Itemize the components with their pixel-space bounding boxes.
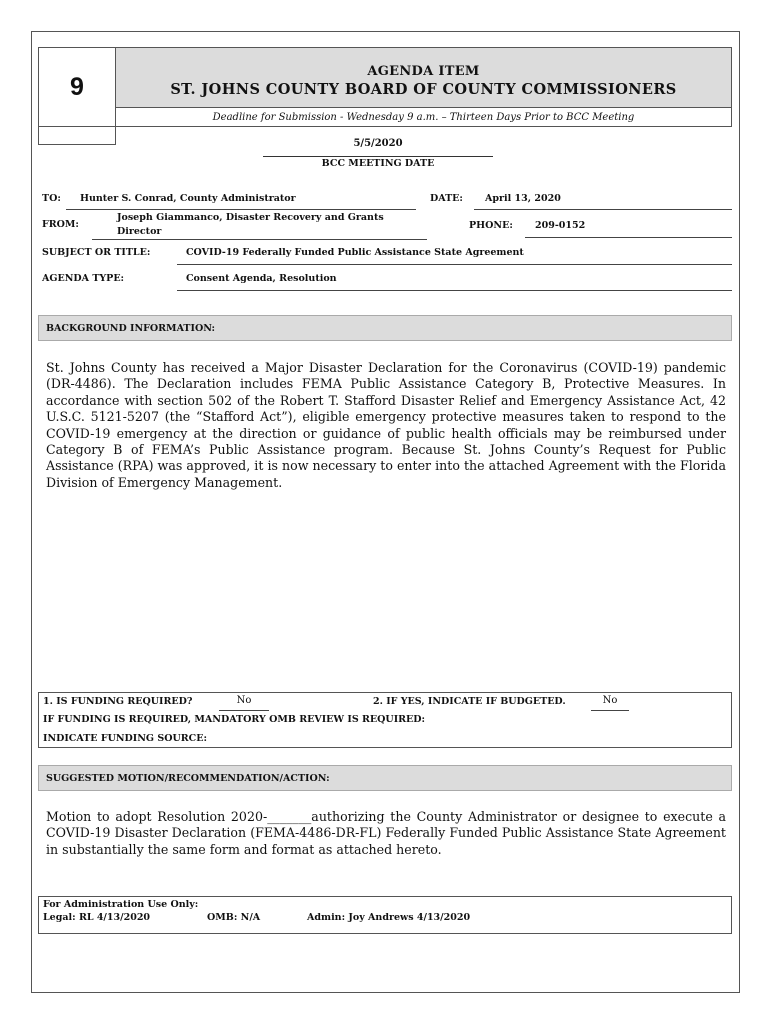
date-label: DATE: [430,193,463,204]
from-value-line2: Director [117,226,162,237]
funding-required-underline [219,710,269,711]
admin-review: Admin: Joy Andrews 4/13/2020 [307,912,471,923]
funding-required-label: 1. IS FUNDING REQUIRED? [43,696,193,707]
subject-underline [177,264,732,265]
agenda-type-label: AGENDA TYPE: [42,273,125,284]
item-number-spacer [38,126,116,145]
funding-required-value: No [236,695,252,706]
motion-heading: SUGGESTED MOTION/RECOMMENDATION/ACTION: [38,765,732,791]
phone-value: 209-0152 [535,220,586,231]
agenda-item-number: 9 [38,47,116,127]
agenda-title-box [115,47,732,108]
board-name: ST. JOHNS COUNTY BOARD OF COUNTY COMMISSIONERS [170,81,677,98]
to-label: TO: [42,193,61,204]
omb-review: OMB: N/A [207,912,261,923]
subject-value: COVID-19 Federally Funded Public Assistance State Agreement [186,247,524,258]
to-underline [66,209,416,210]
to-value: Hunter S. Conrad, County Administrator [80,193,296,204]
agenda-item-page [31,31,740,993]
meeting-date-value: 5/5/2020 [353,138,403,149]
budgeted-value: No [602,695,618,706]
submission-deadline: Deadline for Submission - Wednesday 9 a.m. – Thirteen Days Prior to BCC Meeting [115,107,732,127]
from-underline [92,239,427,240]
budgeted-underline [591,710,629,711]
phone-underline [525,237,732,238]
subject-label: SUBJECT OR TITLE: [42,247,151,258]
agenda-type-value: Consent Agenda, Resolution [186,273,337,284]
date-value: April 13, 2020 [485,193,561,204]
background-heading: BACKGROUND INFORMATION: [38,315,732,341]
meeting-date-underline [263,156,493,157]
from-value-line1: Joseph Giammanco, Disaster Recovery and Grants [117,212,384,223]
admin-use-heading: For Administration Use Only: [43,899,199,910]
agenda-title: AGENDA ITEM [367,64,480,79]
agenda-type-underline [177,290,732,291]
admin-use-box [38,896,732,934]
legal-review: Legal: RL 4/13/2020 [43,912,151,923]
from-label: FROM: [42,219,79,230]
phone-label: PHONE: [469,220,513,231]
motion-text: Motion to adopt Resolution 2020-_______authorizing the County Administrator or designee to execute a COVID-19 Disaster Declaration (FEMA-4486-DR-FL) Federally Funded Public Assistance State Agreement in substantially the same form and format as attached hereto. [46,809,726,857]
meeting-date-label: BCC MEETING DATE [321,158,435,169]
budgeted-label: 2. IF YES, INDICATE IF BUDGETED. [373,696,566,707]
background-text: St. Johns County has received a Major Disaster Declaration for the Coronavirus (COVID-19) pandemic (DR-4486). The Declaration includes FEMA Public Assistance Category B, Protective Measures. In accordance with section 502 of the Robert T. Stafford Disaster Relief and Emergency Assistance Act, 42 U.S.C. 5121-5207 (the “Stafford Act”), eligible emergency protective measures taken to respond to the COVID-19 emergency at the direction or guidance of public health officials may be reimbursed under Category B of FEMA’s Public Assistance program. Because St. Johns County’s Request for Public Assistance (RPA) was approved, it is now necessary to enter into the attached Agreement with the Florida Division of Emergency Management. [46,360,726,490]
funding-box [38,692,732,748]
funding-source-label: INDICATE FUNDING SOURCE: [43,733,207,744]
date-underline [474,209,732,210]
omb-review-label: IF FUNDING IS REQUIRED, MANDATORY OMB REVIEW IS REQUIRED: [43,714,426,725]
